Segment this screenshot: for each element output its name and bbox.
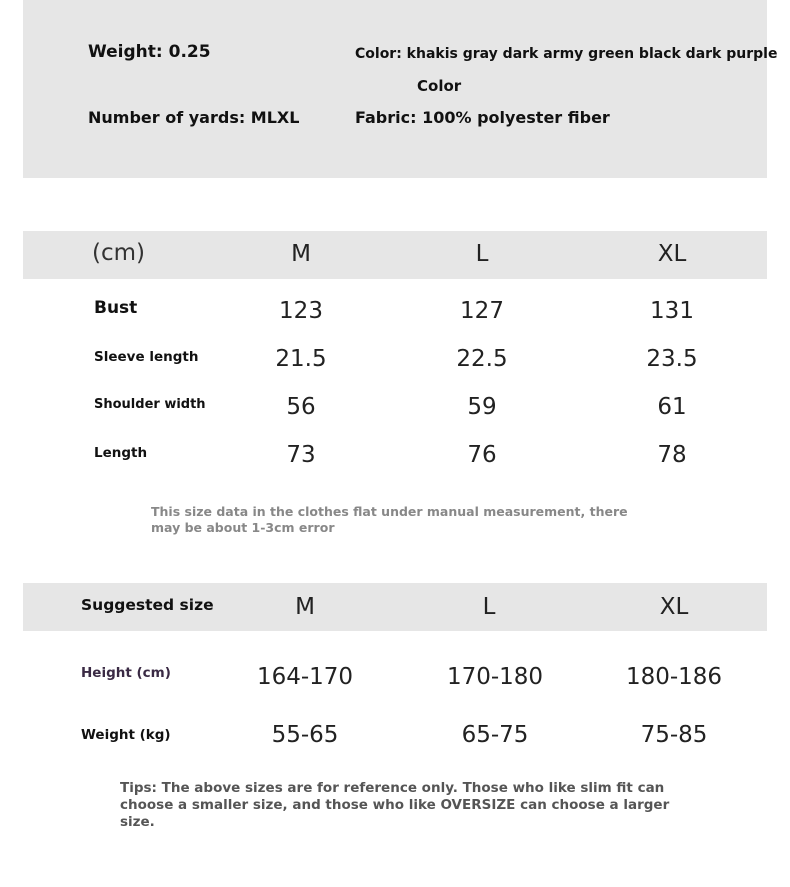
table-cell: 23.5 [646,346,698,372]
table-cell: 65-75 [461,722,529,748]
suggest-col-xl: XL [659,594,689,620]
color-info: Color: khakis gray dark army green black dark purple [355,46,778,62]
weight-info: Weight: 0.25 [88,42,211,62]
table-cell: 164-170 [256,664,354,690]
suggest-col-l: L [482,594,496,620]
unit-header: (cm) [92,240,145,266]
row-label-shoulder-width: Shoulder width [94,397,206,412]
product-info-panel [23,0,767,178]
table-cell: 75-85 [640,722,708,748]
table-cell: 61 [657,394,687,420]
table-cell: 127 [460,298,504,324]
table-cell: 76 [467,442,497,468]
measurement-note: This size data in the clothes flat under manual measurement, there may be about 1-3cm error [151,504,628,535]
table-cell: 170-180 [446,664,544,690]
table-cell: 21.5 [275,346,327,372]
row-label-sleeve-length: Sleeve length [94,349,199,365]
size-col-l: L [475,241,489,267]
row-label-length: Length [94,445,148,461]
row-label-bust: Bust [94,298,138,318]
fabric-info: Fabric: 100% polyester fiber [355,108,610,127]
suggested-size-header: Suggested size [81,596,214,614]
table-cell: 73 [286,442,316,468]
size-col-m: M [291,241,311,267]
table-cell: 22.5 [456,346,508,372]
table-cell: 123 [279,298,323,324]
table-cell: 55-65 [271,722,339,748]
size-tips: Tips: The above sizes are for reference only. Those who like slim fit can choose a smaller size, and those who like OVERSIZE can choose a larger size. [120,780,670,830]
color-info-continued: Color [417,77,462,95]
table-cell: 131 [650,298,694,324]
table-cell: 78 [657,442,687,468]
table-cell: 59 [467,394,497,420]
table-cell: 180-186 [625,664,723,690]
suggest-col-m: M [295,594,315,620]
size-col-xl: XL [657,241,687,267]
row-label-weight: Weight (kg) [81,727,171,743]
yards-info: Number of yards: MLXL [88,108,300,127]
table-cell: 56 [286,394,316,420]
row-label-height: Height (cm) [81,665,171,681]
